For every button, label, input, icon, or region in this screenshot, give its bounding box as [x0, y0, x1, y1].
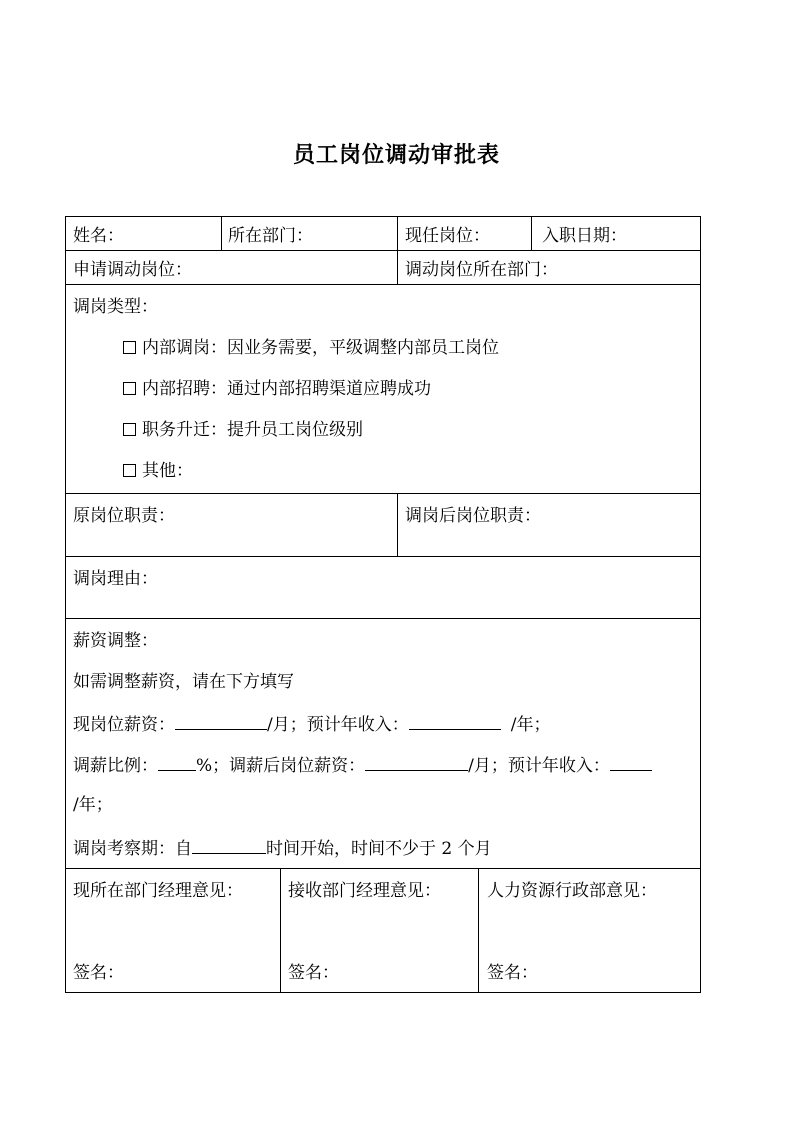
signature-label: 签名： — [487, 963, 538, 983]
observation-prefix: 调岗考察期：自 — [73, 839, 192, 859]
salary-ratio-line — [73, 754, 652, 776]
percent-text: %； — [196, 756, 230, 776]
row-basic-info — [66, 217, 700, 251]
ratio-label: 调薪比例： — [73, 756, 158, 776]
option-promotion[interactable] — [123, 420, 363, 440]
original-duties-cell[interactable] — [66, 494, 397, 556]
hr-admin-opinion-cell[interactable] — [478, 869, 702, 992]
observation-suffix: 时间开始，时间不少于 2 个月 — [266, 839, 492, 859]
name-cell[interactable] — [66, 217, 221, 250]
row-transfer-type — [66, 285, 700, 494]
target-department-label: 调动岗位所在部门： — [405, 260, 558, 280]
original-duties-label: 原岗位职责： — [73, 506, 175, 526]
current-salary-label: 现岗位薪资： — [73, 715, 175, 735]
opinion-label: 人力资源行政部意见： — [487, 881, 657, 901]
checkbox[interactable] — [123, 464, 136, 477]
option-label: 职务升迁：提升员工岗位级别 — [142, 420, 363, 440]
apply-post-label: 申请调动岗位： — [73, 260, 192, 280]
per-month-text: /月； — [267, 715, 307, 735]
name-label: 姓名： — [73, 226, 124, 246]
entry-date-cell[interactable] — [531, 217, 702, 250]
checkbox[interactable] — [123, 341, 136, 354]
current-salary-blank[interactable] — [175, 713, 267, 730]
annual-income-label: 预计年收入： — [507, 756, 610, 776]
new-duties-cell[interactable] — [397, 494, 702, 556]
observation-start-blank[interactable] — [192, 837, 266, 854]
salary-note: 如需调整薪资，请在下方填写 — [73, 672, 294, 692]
new-salary-blank[interactable] — [365, 754, 468, 771]
new-annual-income-blank[interactable] — [610, 754, 652, 771]
department-label: 所在部门： — [228, 226, 313, 246]
row-approvals — [66, 869, 700, 992]
row-reason[interactable] — [66, 557, 700, 619]
transfer-type-label: 调岗类型： — [73, 297, 158, 317]
option-internal-recruitment[interactable] — [123, 379, 431, 399]
row-salary — [66, 619, 700, 869]
per-month-text: /月； — [468, 756, 508, 776]
checkbox[interactable] — [123, 382, 136, 395]
new-salary-label: 调薪后岗位薪资： — [229, 756, 366, 776]
annual-income-blank[interactable] — [409, 713, 501, 730]
opinion-label: 现所在部门经理意见： — [73, 881, 243, 901]
option-internal-transfer[interactable] — [123, 338, 499, 358]
salary-label: 薪资调整： — [73, 631, 158, 651]
row-duties — [66, 494, 700, 557]
apply-post-cell[interactable] — [66, 251, 397, 284]
reason-label: 调岗理由： — [73, 569, 158, 589]
current-post-cell[interactable] — [397, 217, 531, 250]
entry-date-label: 入职日期： — [542, 226, 627, 246]
observation-line — [73, 837, 492, 859]
option-other[interactable] — [123, 461, 193, 481]
department-cell[interactable] — [221, 217, 397, 250]
receiving-dept-manager-opinion-cell[interactable] — [280, 869, 478, 992]
current-post-label: 现任岗位： — [405, 226, 490, 246]
signature-label: 签名： — [288, 963, 339, 983]
checkbox[interactable] — [123, 423, 136, 436]
opinion-label: 接收部门经理意见： — [288, 881, 441, 901]
option-label: 内部招聘：通过内部招聘渠道应聘成功 — [142, 379, 431, 399]
signature-label: 签名： — [73, 963, 124, 983]
current-salary-line — [73, 713, 550, 735]
target-department-cell[interactable] — [397, 251, 702, 284]
approval-form — [65, 216, 701, 993]
per-year-wrap-text: /年； — [73, 795, 113, 815]
new-duties-label: 调岗后岗位职责： — [405, 506, 541, 526]
option-label: 内部调岗：因业务需要，平级调整内部员工岗位 — [142, 338, 499, 358]
row-transfer-target — [66, 251, 700, 285]
ratio-blank[interactable] — [158, 754, 196, 771]
annual-income-label: 预计年收入： — [306, 715, 409, 735]
option-label: 其他： — [142, 461, 193, 481]
current-dept-manager-opinion-cell[interactable] — [66, 869, 280, 992]
page-title: 员工岗位调动审批表 — [292, 142, 500, 168]
per-year-text: /年； — [510, 715, 551, 735]
